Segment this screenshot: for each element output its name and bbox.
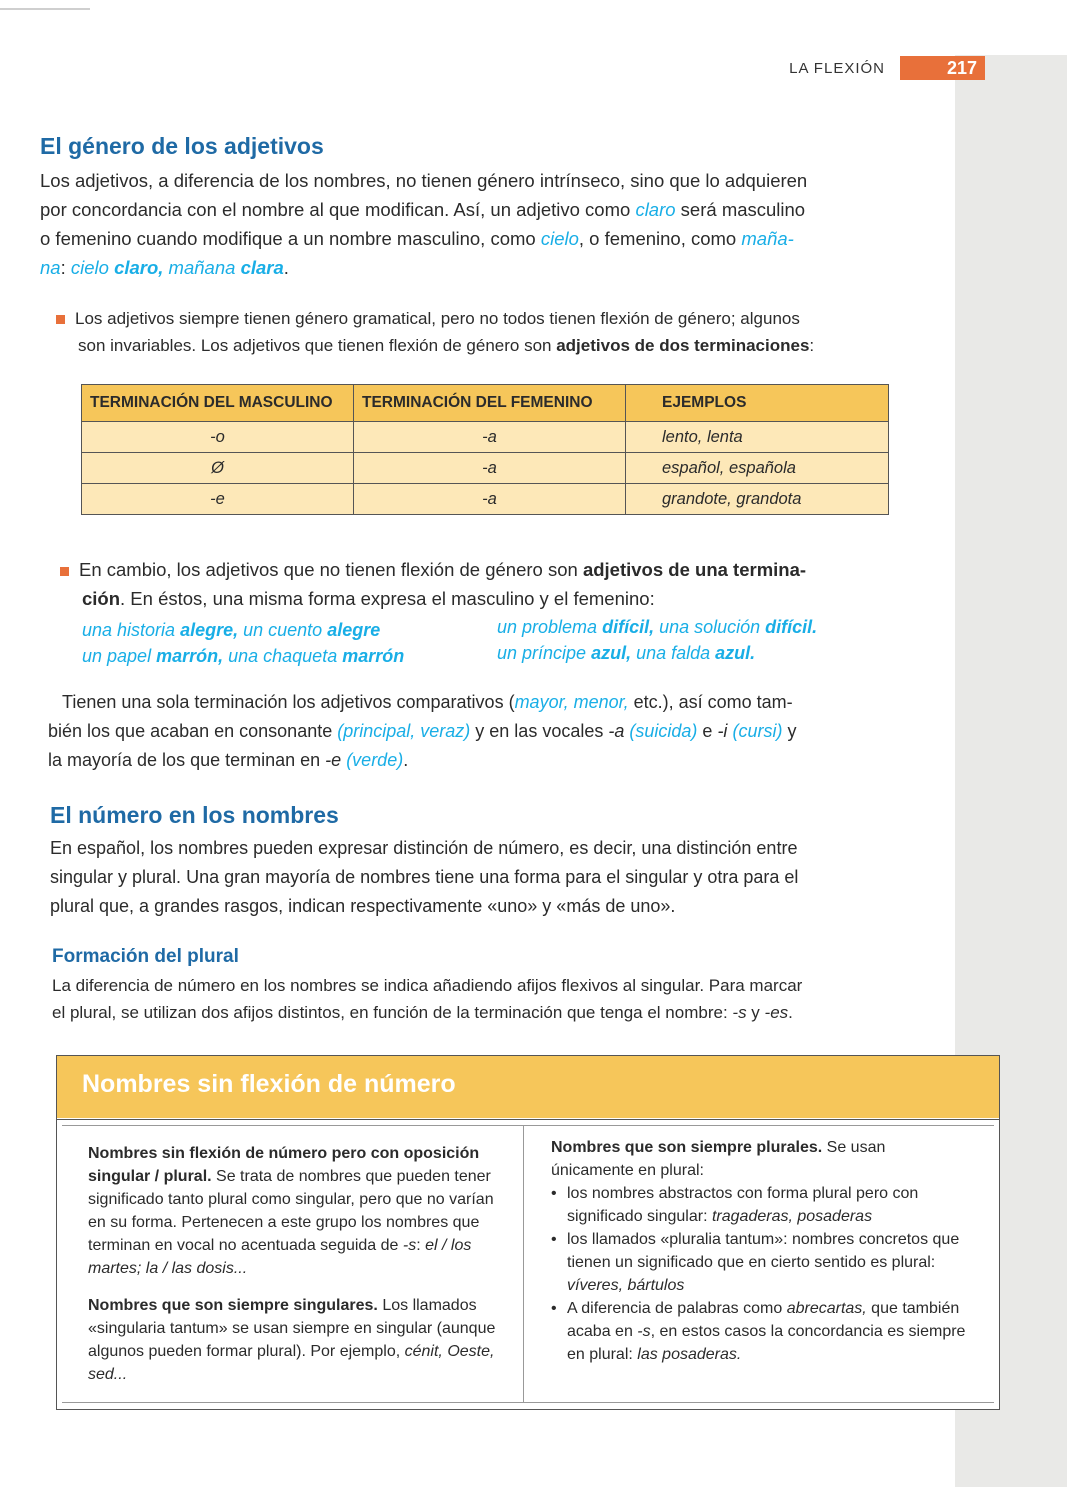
page-number: 217 xyxy=(900,56,985,80)
text-line: la mayoría de los que terminan en -e (verde). xyxy=(48,750,409,770)
text-line: En español, los nombres pueden expresar distinción de número, es decir, una distinción entre xyxy=(50,838,798,858)
box-left-column xyxy=(88,1142,508,1386)
column-header: EJEMPLOS xyxy=(626,385,889,422)
text-line: Los adjetivos, a diferencia de los nombres, no tienen género intrínseco, sino que lo adquieren xyxy=(40,170,808,191)
box-right-column xyxy=(551,1136,971,1366)
table-cell: -a xyxy=(354,422,626,453)
text-line: Los adjetivos siempre tienen género gramatical, pero no todos tienen flexión de género; algunos xyxy=(56,305,906,332)
table-cell: español, española xyxy=(626,453,889,484)
example-line: un príncipe azul, una falda azul. xyxy=(497,643,756,663)
table-row xyxy=(82,453,889,484)
bullet-una-terminacion xyxy=(60,555,900,613)
divider xyxy=(57,1119,999,1120)
example-line: un papel marrón, una chaqueta marrón xyxy=(82,646,405,666)
bullet-square-icon xyxy=(56,315,65,324)
table-cell: Ø xyxy=(82,453,354,484)
section-title-genero: El género de los adjetivos xyxy=(40,133,324,159)
paragraph-plural xyxy=(52,972,902,1026)
divider xyxy=(62,1125,994,1126)
column-header: TERMINACIÓN DEL MASCULINO xyxy=(82,385,354,422)
table-cell: -e xyxy=(82,484,354,515)
text-line: el plural, se utilizan dos afijos distintos, en función de la terminación que tenga el nombre: -s y -es. xyxy=(52,1003,793,1022)
example-line: un problema difícil, una solución difícil. xyxy=(497,617,818,637)
example-line: una historia alegre, un cuento alegre xyxy=(82,620,381,640)
list-item: • los nombres abstractos con forma plural pero con significado singular: tragaderas, posaderas xyxy=(551,1182,971,1228)
bullet-square-icon xyxy=(60,567,69,576)
text-line: bién los que acaban en consonante (principal, veraz) y en las vocales -a (suicida) e -i (cursi) y xyxy=(48,721,797,741)
terminaciones-table xyxy=(81,384,889,515)
section-title-plural: Formación del plural xyxy=(52,946,239,967)
table-row xyxy=(82,422,889,453)
text-line: plural que, a grandes rasgos, indican respectivamente «uno» y «más de uno». xyxy=(50,896,676,916)
box-paragraph: Nombres que son siempre plurales. Se usan únicamente en plural: xyxy=(551,1139,886,1179)
text-line: por concordancia con el nombre al que modifican. Así, un adjetivo como claro será masculino xyxy=(40,199,806,220)
table-cell: -a xyxy=(354,453,626,484)
divider xyxy=(62,1402,994,1403)
text-line: singular y plural. Una gran mayoría de nombres tiene una forma para el singular y otra para el xyxy=(50,867,799,887)
column-divider xyxy=(523,1125,524,1403)
text-line: o femenino cuando modifique a un nombre masculino, como cielo, o femenino, como maña- xyxy=(40,228,794,249)
paragraph-numero xyxy=(50,834,900,921)
table-cell: -o xyxy=(82,422,354,453)
text-line: La diferencia de número en los nombres se indica añadiendo afijos flexivos al singular. Para marcar xyxy=(52,976,803,995)
text-line: son invariables. Los adjetivos que tienen flexión de género son adjetivos de dos terminaciones: xyxy=(78,336,815,355)
paragraph-una-terminacion xyxy=(48,688,898,775)
list-item: • los llamados «pluralia tantum»: nombres concretos que tienen un significado que en cierto sentido es plural: víveres, bártulos xyxy=(551,1228,971,1297)
section-title-numero: El número en los nombres xyxy=(50,802,339,828)
examples-left xyxy=(82,617,404,669)
table-header-row xyxy=(82,385,889,422)
box-paragraph: Nombres sin flexión de número pero con oposición singular / plural. Se trata de nombres que pueden tener significado tanto plural como singular, pero que no varían en su forma. Pertenecen a este grupo los nombres que terminan en vocal no acentuada seguida de -s: el / los martes; la / las dosis... xyxy=(88,1145,494,1277)
top-rule xyxy=(0,8,90,10)
examples-right xyxy=(497,614,817,666)
box-list xyxy=(551,1182,971,1366)
running-header: LA FLEXIÓN xyxy=(789,60,885,77)
box-paragraph: Nombres que son siempre singulares. Los llamados «singularia tantum» se usan siempre en singular (aunque algunos pueden formar plural). Por ejemplo, cénit, Oeste, sed... xyxy=(88,1297,496,1383)
text-line: Tienen una sola terminación los adjetivos comparativos (mayor, menor, etc.), así como tam- xyxy=(62,692,793,712)
list-item: • A diferencia de palabras como abrecartas, que también acaba en -s, en estos casos la concordancia es siempre en plural: las posaderas. xyxy=(551,1297,971,1366)
info-box-title: Nombres sin flexión de número xyxy=(82,1070,456,1098)
table-cell: grandote, grandota xyxy=(626,484,889,515)
table-cell: lento, lenta xyxy=(626,422,889,453)
text-line: ción. En éstos, una misma forma expresa el masculino y el femenino: xyxy=(82,588,655,609)
table-row xyxy=(82,484,889,515)
table-cell: -a xyxy=(354,484,626,515)
bullet-dos-terminaciones xyxy=(56,305,906,359)
text-line: En cambio, los adjetivos que no tienen flexión de género son adjetivos de una termina- xyxy=(60,555,900,584)
text-line: na: cielo claro, mañana clara. xyxy=(40,257,289,278)
paragraph-genero xyxy=(40,166,900,282)
column-header: TERMINACIÓN DEL FEMENINO xyxy=(354,385,626,422)
